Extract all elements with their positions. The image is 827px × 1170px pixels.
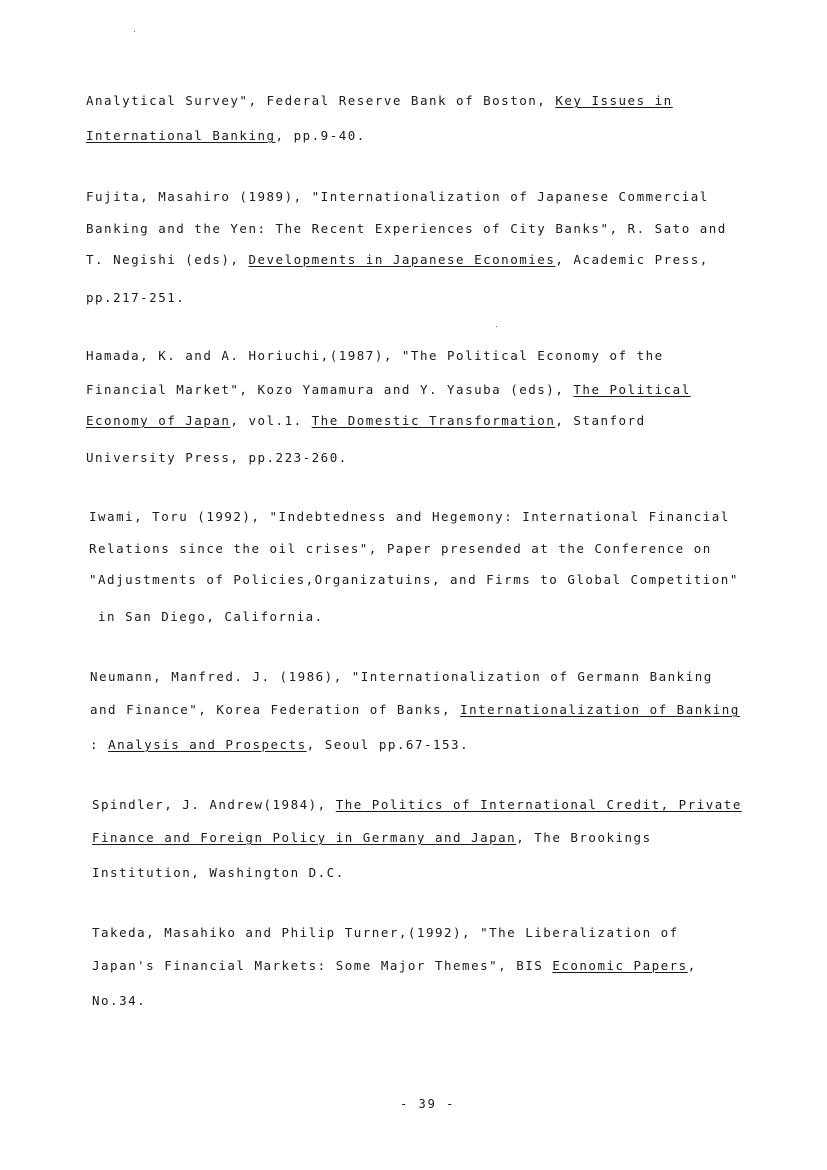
reference-line — [89, 609, 324, 625]
reference-line — [90, 669, 713, 685]
citation-text: Iwami, Toru (1992), "Indebtedness and Hegemony: International Financial — [89, 509, 730, 524]
underlined-title: The Domestic Transformation — [311, 413, 556, 428]
reference-line — [92, 830, 652, 846]
reference-line — [86, 348, 664, 364]
citation-text: Relations since the oil crises", Paper presended at the Conference on — [89, 541, 712, 556]
reference-line — [89, 541, 712, 557]
reference-line — [90, 702, 740, 718]
underlined-title: Internationalization of Banking — [460, 702, 740, 717]
underlined-title: International Banking — [86, 128, 276, 143]
citation-text: Financial Market", Kozo Yamamura and Y. Yasuba (eds), — [86, 382, 574, 397]
page-number: - 39 - — [400, 1097, 456, 1111]
citation-text: Banking and the Yen: The Recent Experiences of City Banks", R. Sato and — [86, 221, 727, 236]
reference-line — [92, 993, 146, 1009]
reference-line — [92, 925, 679, 941]
citation-text: , Seoul pp.67-153. — [306, 737, 470, 752]
scan-speck — [496, 326, 497, 327]
reference-line — [89, 572, 739, 588]
underlined-title: Analysis and Prospects — [108, 737, 307, 752]
underlined-title: Economic Papers — [552, 958, 688, 973]
citation-text: , vol.1. — [230, 413, 312, 428]
citation-text: "Adjustments of Policies,Organizatuins, and Firms to Global Competition" — [89, 572, 739, 587]
citation-text: T. Negishi (eds), — [86, 252, 249, 267]
reference-line — [86, 221, 727, 237]
reference-line — [86, 382, 691, 398]
citation-text: pp.217-251. — [86, 290, 186, 305]
citation-text: Analytical Survey", Federal Reserve Bank of Boston, — [86, 93, 556, 108]
reference-line — [89, 509, 730, 525]
citation-text: Institution, Washington D.C. — [92, 865, 345, 880]
reference-line — [86, 128, 366, 144]
citation-text: , Academic Press, — [555, 252, 709, 267]
citation-text: University Press, pp.223-260. — [86, 450, 348, 465]
reference-line — [86, 413, 646, 429]
reference-line — [86, 252, 709, 268]
underlined-title: Key Issues in — [555, 93, 673, 108]
reference-line — [86, 450, 348, 466]
reference-line — [92, 865, 345, 881]
citation-text: Japan's Financial Markets: Some Major Themes", BIS — [92, 958, 553, 973]
citation-text: , The Brookings — [516, 830, 652, 845]
citation-text: in San Diego, California. — [89, 609, 324, 624]
underlined-title: Finance and Foreign Policy in Germany and Japan — [92, 830, 517, 845]
citation-text: , pp.9-40. — [275, 128, 366, 143]
reference-line — [86, 93, 673, 109]
underlined-title: Developments in Japanese Economies — [248, 252, 556, 267]
underlined-title: The Political — [573, 382, 691, 397]
citation-text: Takeda, Masahiko and Philip Turner,(1992), "The Liberalization of — [92, 925, 679, 940]
reference-line — [92, 797, 742, 813]
citation-text: and Finance", Korea Federation of Banks, — [90, 702, 461, 717]
citation-text: : — [90, 737, 109, 752]
citation-text: No.34. — [92, 993, 147, 1008]
scan-speck — [134, 31, 135, 32]
citation-text: Fujita, Masahiro (1989), "Internationalization of Japanese Commercial — [86, 189, 709, 204]
underlined-title: Economy of Japan — [86, 413, 231, 428]
citation-text: , Stanford — [555, 413, 646, 428]
reference-line — [86, 290, 185, 306]
citation-text: Spindler, J. Andrew(1984), — [92, 797, 336, 812]
reference-line — [90, 737, 469, 753]
underlined-title: The Politics of International Credit, Private — [335, 797, 742, 812]
citation-text: Neumann, Manfred. J. (1986), "Internationalization of Germann Banking — [90, 669, 713, 684]
reference-line — [86, 189, 709, 205]
citation-text: , — [687, 958, 697, 973]
reference-line — [92, 958, 697, 974]
citation-text: Hamada, K. and A. Horiuchi,(1987), "The Political Economy of the — [86, 348, 664, 363]
